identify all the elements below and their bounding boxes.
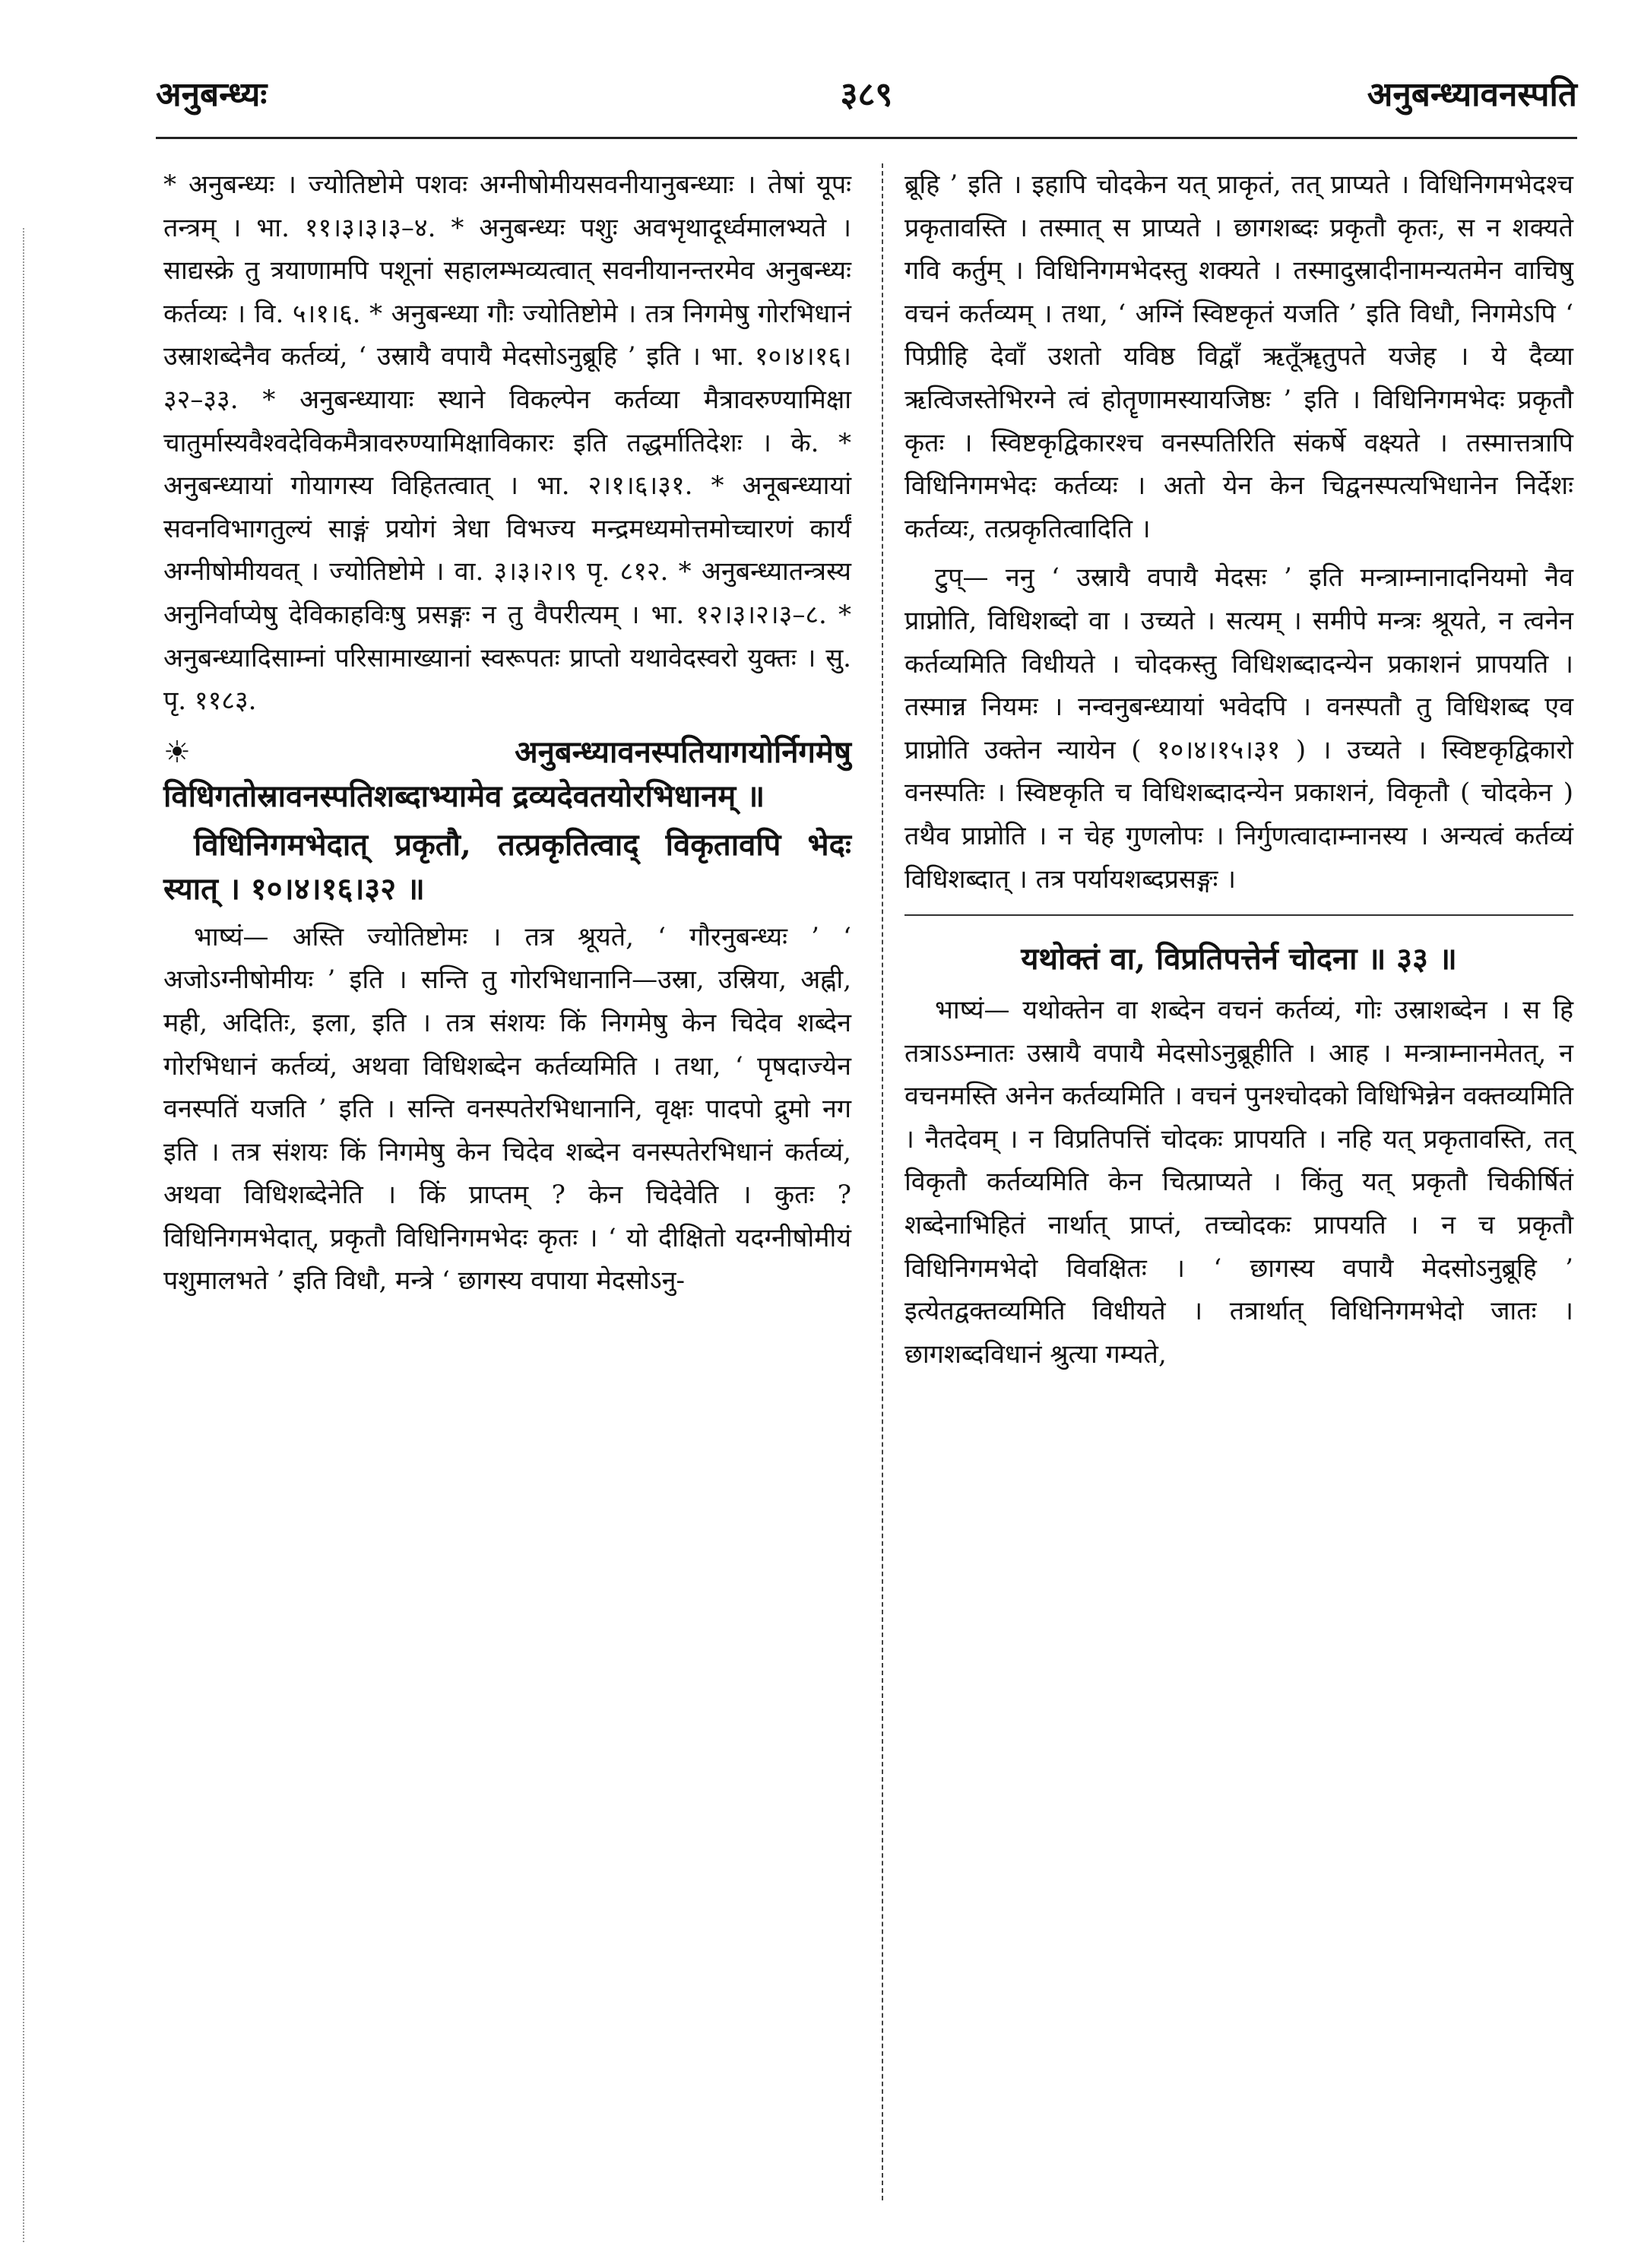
running-head-right: अनुबन्ध्यावनस्पति [1367, 75, 1577, 114]
running-head-left: अनुबन्ध्यः [156, 75, 268, 114]
bhashya-33: भाष्यं— यथोक्तेन वा शब्देन वचनं कर्तव्यं, गोः उस्राशब्देन । स हि तत्राऽऽम्नातः उस्रायै वपायै मेदसोऽनुब्रूहीति । आह । मन्त्राम्नानमेतत्, न वचनमस्ति अनेन कर्तव्यमिति । वचनं पुनश्चोदको विधिभिन्नेन वक्तव्यमिति । नैतदेवम् । न विप्रतिपत्तिं चोदकः प्रापयति । नहि यत् प्रकृतावस्ति, तत् विकृतौ कर्तव्यमिति केन चित्प्राप्यते । किंतु यत् प्रकृतौ चिकीर्षितं शब्देनाभिहितं नार्थात् प्राप्तं, तच्चोदकः प्रापयति । न च प्रकृतौ विधिनिगमभेदो विवक्षितः । ‘ छागस्य वपायै मेदसोऽनुब्रूहि ’ इत्येतद्वक्तव्यमिति विधीयते । तत्रार्थात् विधिनिगमभेदो जातः । छागशब्दविधानं श्रुत्या गम्यते, [904, 995, 1573, 1370]
sutra-33: यथोक्तं वा, विप्रतिपत्तेर्न चोदना ॥ ३३ ॥ [1021, 941, 1457, 977]
tuptika-commentary: टुप्— ननु ‘ उस्रायै वपायै मेदसः ’ इति मन्त्राम्नानादनियमो नैव प्राप्नोति, विधिशब्दो वा । उच्यते । सत्यम् । समीपे मन्त्रः श्रूयते, न त्वनेन कर्तव्यमिति विधीयते । चोदकस्तु विधिशब्दादन्येन प्रकाशनं प्रापयति । तस्मान्न नियमः । नन्वनुबन्ध्यायां भवेदपि । वनस्पतौ तु विधिशब्द एव प्राप्नोति उक्तेन न्यायेन ( १०।४।१५।३१ ) । उच्यते । स्विष्टकृद्विकारो वनस्पतिः । स्विष्टकृति च विधिशब्दादन्येन प्रकाशनं, विकृतौ ( चोदकेन ) तथैव प्राप्नोति । न चेह गुणलोपः । निर्गुणत्वादाम्नानस्य । अन्यत्वं कर्तव्यं विधिशब्दात् । तत्र पर्यायशब्दप्रसङ्गः । [904, 562, 1573, 895]
adhikarana-heading: ☀ अनुबन्ध्यावनस्पतियागयोर्निगमेषु विधिगतोस्रावनस्पतिशब्दाभ्यामेव द्रव्यदेवतयोरभिधानम् ॥ [163, 733, 851, 814]
bhashya-32-continued: ब्रूहि ’ इति । इहापि चोदकेन यत् प्राकृतं, तत् प्राप्यते । विधिनिगमभेदश्च प्रकृतावस्ति । तस्मात् स प्राप्यते । छागशब्दः प्रकृतौ कृतः, स न शक्यते गवि कर्तुम् । विधिनिगमभेदस्तु शक्यते । तस्मादुस्रादीनामन्यतमेन वाचिषु वचनं कर्तव्यम् । तथा, ‘ अग्निं स्विष्टकृतं यजति ’ इति विधौ, निगमेऽपि ‘ पिप्रीहि देवाँ उशतो यविष्ठ विद्वाँ ऋतूँॠतुपते यजेह । ये दैव्या ऋत्विजस्तेभिरग्ने त्वं होतॄणामस्यायजिष्ठः ’ इति । विधिनिगमभेदः प्रकृतौ कृतः । स्विष्टकृद्विकारश्च वनस्पतिरिति संकर्षे वक्ष्यते । तस्मात्तत्रापि विधिनिगमभेदः कर्तव्यः । अतो येन केन चिद्वनस्पत्यभिधानेन निर्देशः कर्तव्यः, तत्प्रकृतित्वादिति । [904, 169, 1573, 544]
column-divider [882, 163, 883, 2200]
index-entries: * अनुबन्ध्यः । ज्योतिष्टोमे पशवः अग्नीषोमीयसवनीयानुबन्ध्याः । तेषां यूपः तन्त्रम् । भा. ११।३।३।३–४. * अनुबन्ध्यः पशुः अवभृथादूर्ध्वमालभ्यते । साद्यस्क्रे तु त्रयाणामपि पशूनां सहालम्भव्यत्वात् सवनीयानन्तरमेव अनुबन्ध्यः कर्तव्यः । वि. ५।१।६. * अनुबन्ध्या गौः ज्योतिष्टोमे । तत्र निगमेषु गोरभिधानं उस्राशब्देनैव कर्तव्यं, ‘ उस्रायै वपायै मेदसोऽनुब्रूहि ’ इति । भा. १०।४।१६।३२–३३. * अनुबन्ध्यायाः स्थाने विकल्पेन कर्तव्या मैत्रावरुण्यामिक्षा चातुर्मास्यवैश्वदेविकमैत्रावरुण्यामिक्षाविकारः इति तद्धर्मातिदेशः । के. * अनुबन्ध्यायां गोयागस्य विहितत्वात् । भा. २।१।६।३१. * अनूबन्ध्यायां सवनविभागतुल्यं साङ्गं प्रयोगं त्रेधा विभज्य मन्द्रमध्यमोत्तमोच्चारणं कार्यं अग्नीषोमीयवत् । ज्योतिष्टोमे । वा. ३।३।२।९ पृ. ८१२. * अनुबन्ध्यातन्त्रस्य अनुनिर्वाप्येषु देविकाहविःषु प्रसङ्गः न तु वैपरीत्यम् । भा. १२।३।२।३–८. * अनुबन्ध्यादिसाम्नां परिसामाख्यानां स्वरूपतः प्राप्तो यथावेदस्वरो युक्तः । सु. पृ. ११८३. [163, 169, 851, 717]
left-column [163, 163, 851, 1309]
bhashya-32: भाष्यं— अस्ति ज्योतिष्टोमः । तत्र श्रूयते, ‘ गौरनुबन्ध्यः ’ ‘ अजोऽग्नीषोमीयः ’ इति । सन्ति तु गोरभिधानानि—उस्रा, उस्रिया, अह्नी, मही, अदितिः, इला, इति । तत्र संशयः किं निगमेषु केन चिदेव शब्देन गोरभिधानं कर्तव्यं, अथवा विधिशब्देन कर्तव्यमिति । तथा, ‘ पृषदाज्येन वनस्पतिं यजति ’ इति । सन्ति वनस्पतेरभिधानानि, वृक्षः पादपो द्रुमो नग इति । तत्र संशयः किं निगमेषु केन चिदेव शब्देन वनस्पतेरभिधानं कर्तव्यं, अथवा विधिशब्देनेति । किं प्राप्तम् ? केन चिदेवेति । कुतः ? विधिनिगमभेदात्, प्रकृतौ विधिनिगमभेदः कृतः । ‘ यो दीक्षितो यदग्नीषोमीयं पशुमालभते ’ इति विधौ, मन्त्रे ‘ छागस्य वपाया मेदसोऽनु- [163, 921, 851, 1297]
section-rule [904, 914, 1573, 916]
header-rule [156, 137, 1577, 139]
scan-edge-mark [23, 228, 24, 2242]
sutra-32: विधिनिगमभेदात् प्रकृतौ, तत्प्रकृतित्वाद् विकृतावपि भेदः स्यात् । १०।४।१६।३२ ॥ [163, 826, 851, 907]
right-column [904, 163, 1573, 1382]
running-head [156, 70, 1577, 131]
page-number: ३८९ [840, 75, 893, 114]
